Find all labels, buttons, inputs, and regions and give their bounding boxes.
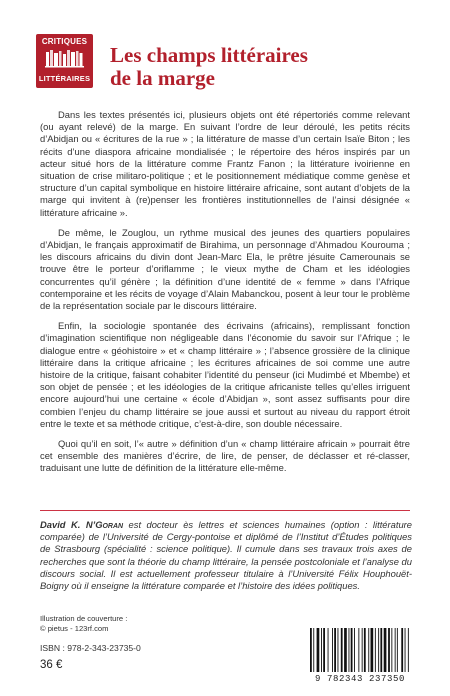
book-title: [110, 44, 410, 90]
logo-bottom-text: LITTÉRAIRES: [38, 74, 91, 83]
summary-paragraph: Quoi qu’il en soit, l’« autre » définition d’un « champ littéraire africain » pourrait être cet ensemble des manières d’écrire, de lire, de penser, de déclasser et ré-classer, traduisant une lutte de définition de la littérature elle-même.: [40, 438, 410, 474]
author-last-name-rest: oran: [102, 519, 124, 530]
author-bio: [40, 519, 412, 592]
cover-credit-line-2: © pietus - 123rf.com: [40, 624, 109, 633]
author-first-name: David: [40, 519, 66, 530]
cover-credit: [40, 614, 220, 634]
barcode-digits: 9 782343 237350: [314, 674, 405, 684]
books-icon: [44, 48, 85, 68]
section-divider: [40, 510, 410, 511]
author-last-name-cap: N’G: [85, 519, 103, 530]
book-title-line-1: Les champs littéraires: [110, 43, 308, 67]
price: 36 €: [40, 659, 63, 671]
author-initial: K.: [70, 519, 81, 530]
logo-top-text: CRITIQUES: [41, 37, 88, 46]
book-title-line-2: de la marge: [110, 66, 215, 90]
summary-paragraph: Dans les textes présentés ici, plusieurs objets ont été répertoriés comme relevant (ou ayant relevé) de la marge. En suivant l’ordre de leur déroulé, les petits récits d’Abidjan ou « écritures de la rue » ; la littérature de masse d’un certain Isaïe Biton ; les récits d’une diaspora africaine mondialisée ; le répertoire des héros inspirés par un acteur situé hors de la littérature comme Frantz Fanon ; la littérature ivoirienne en situation de crise militaro-politique ; et le positionnement médiatique comme genèse et structure d’un capital symbolique en histoire littéraire africaine, sont autant d’objets de la marge qui invitent à (re)penser les frontières institutionnelles de l’ainsi désignée « littérature africaine ».: [40, 109, 410, 218]
summary-paragraph: De même, le Zouglou, un rythme musical des jeunes des quartiers populaires d’Abidjan, le français approximatif de Birahima, un personnage d’Ahmadou Kourouma ; les discours africains du divin dont Jean-Marc Ela, le prêtre jésuite Camerounais se trouve être le porteur d’oriflamme ; le vieux mythe de Cham et les idéologies concurrentes qu’il génère ; la définition d’une identité de « femme » dans l’Afrique contemporaine et les récits de voyage d’Alain Mabanckou, posent à leur tour le problème de la représentation sociale par le discours littéraire.: [40, 226, 410, 312]
back-cover-summary: [40, 109, 410, 483]
summary-paragraph: Enfin, la sociologie spontanée des écrivains (africains), remplissant fonction d’imagination scientifique non négligeable dans l’économie du savoir sur l’Afrique ; le dialogue entre « géohistoire » et « champ littéraire » ; l’absence grossière de la clinique littéraire dans la critique africaine ; les écritures africaines de soi comme une autre histoire de la critique, faisant cohabiter l’identité du penseur (ici Mudimbé et Mbembe) et son objet de pensée ; et les idéologies de la critique africaniste telles qu’elles irriguent encore aujourd’hui une certaine « école d’Abidjan », sont assez suffisants pour dire combien l’enjeu du champ littéraire se joue aussi et surtout au niveau du rapport étroit entre le texte et sa méthode critique, c’est-à-dire, son double nécessaire.: [40, 320, 410, 429]
header: [0, 0, 450, 100]
author-last-name: [86, 519, 123, 530]
critiques-litteraires-logo: [36, 34, 93, 88]
author-bio-text: est docteur ès lettres et sciences humaines (option : littérature comparée) de l’Université de Cergy-pontoise et diplômé de l’Institut d’Études politiques de Strasbourg (spécialité : science politique). Il cumule dans ses travaux trois axes de recherches que sont la théorie du champ littéraire, la pensée postcoloniale et l’analyse du discours social. Il est actuellement professeur titulaire à l’Université Félix Houphouët-Boigny où il enseigne la littérature comparée et l’histoire des idées politiques.: [40, 519, 413, 592]
cover-credit-line-1: Illustration de couverture :: [40, 614, 128, 623]
isbn: ISBN : 978-2-343-23735-0: [40, 643, 141, 653]
